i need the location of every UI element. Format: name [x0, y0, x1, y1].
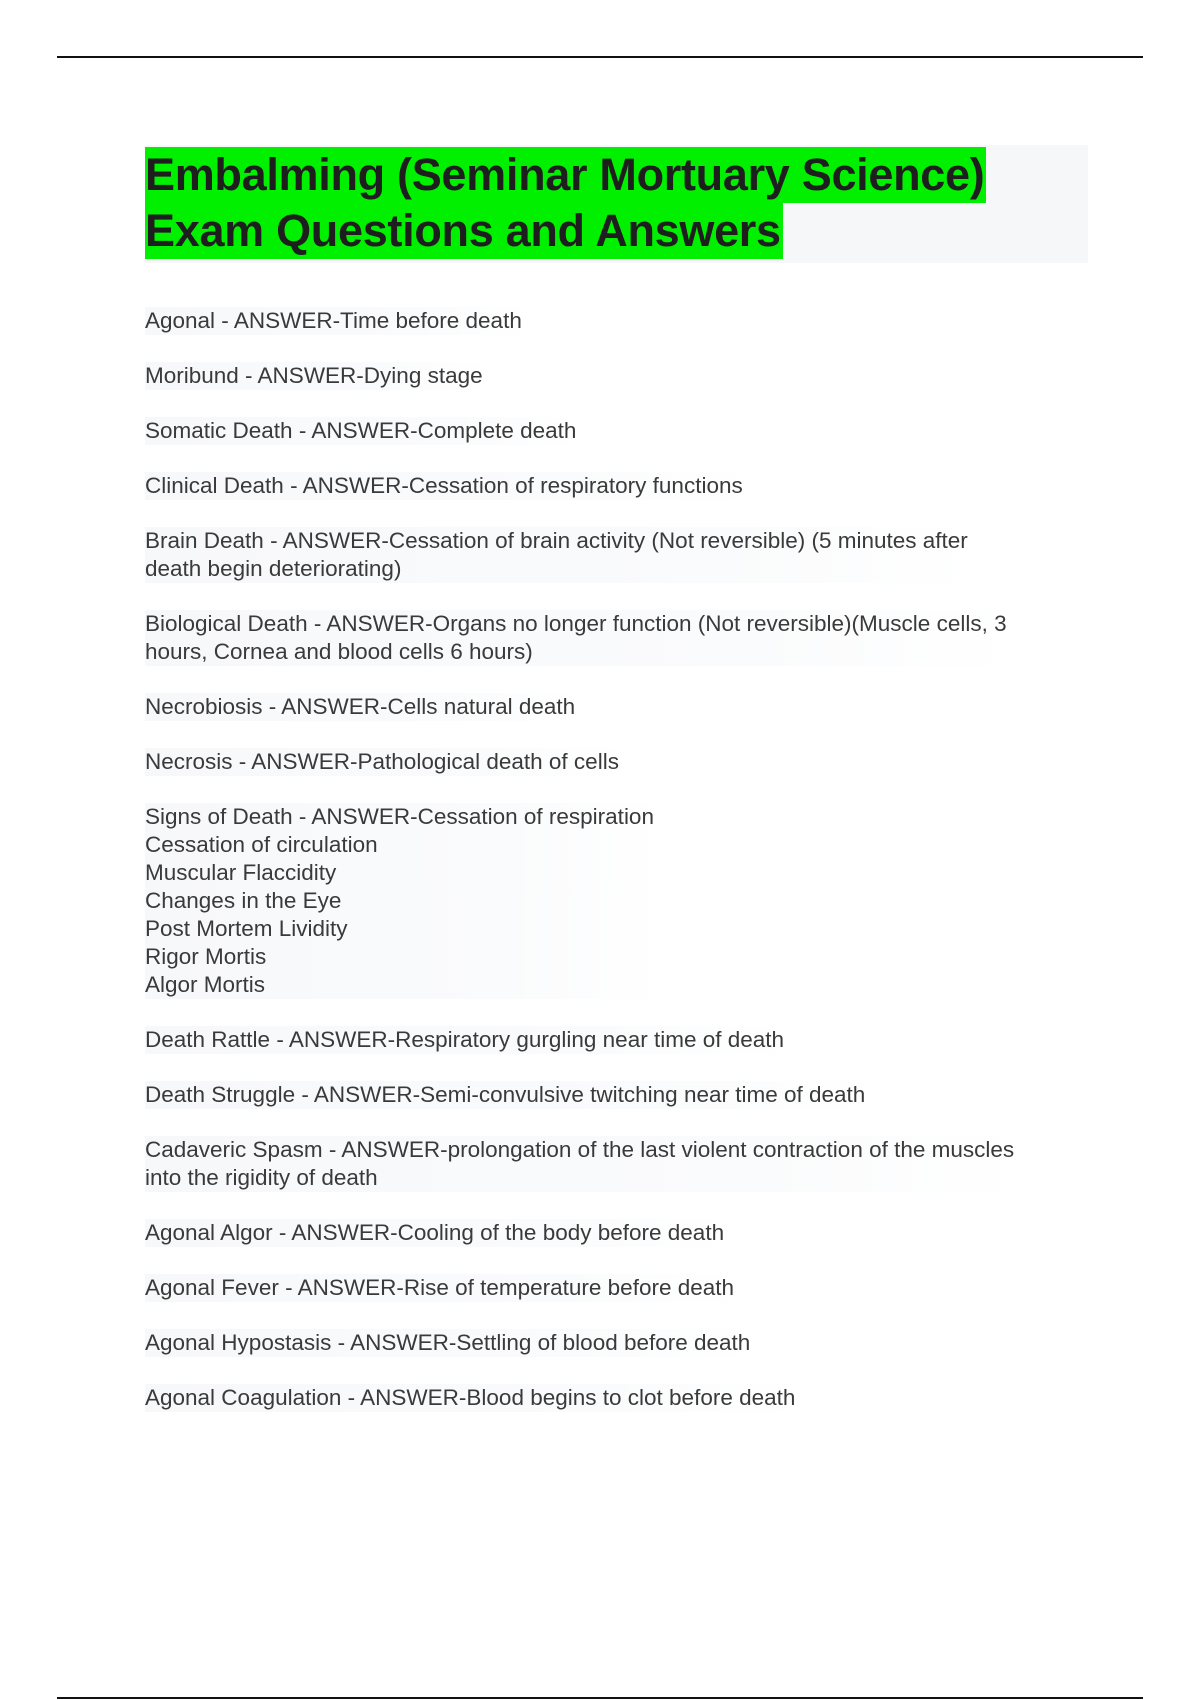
qa-item: Agonal Algor - ANSWER-Cooling of the body before death	[145, 1219, 732, 1247]
qa-item: Death Struggle - ANSWER-Semi-convulsive twitching near time of death	[145, 1081, 873, 1109]
qa-item: Agonal - ANSWER-Time before death	[145, 307, 530, 335]
qa-list	[145, 307, 1090, 1412]
qa-item: Biological Death - ANSWER-Organs no longer function (Not reversible)(Muscle cells, 3 hours, Cornea and blood cells 6 hours)	[145, 610, 1015, 666]
top-rule	[57, 56, 1143, 58]
qa-item: Agonal Coagulation - ANSWER-Blood begins to clot before death	[145, 1384, 803, 1412]
title-line-2	[145, 203, 783, 259]
title-text-1: Embalming (Seminar Mortuary Science)	[145, 147, 986, 203]
qa-item: Necrobiosis - ANSWER-Cells natural death	[145, 693, 583, 721]
document-body	[145, 145, 1090, 1439]
qa-item: Signs of Death - ANSWER-Cessation of respiration Cessation of circulation Muscular Flaccidity Changes in the Eye Post Mortem Lividity Rigor Mortis Algor Mortis	[145, 803, 662, 999]
qa-item: Moribund - ANSWER-Dying stage	[145, 362, 491, 390]
qa-item: Agonal Hypostasis - ANSWER-Settling of blood before death	[145, 1329, 758, 1357]
document-title	[145, 145, 1088, 263]
title-line-1	[145, 147, 986, 203]
qa-item: Clinical Death - ANSWER-Cessation of respiratory functions	[145, 472, 751, 500]
qa-item: Death Rattle - ANSWER-Respiratory gurgling near time of death	[145, 1026, 792, 1054]
bottom-rule	[57, 1697, 1143, 1699]
qa-item: Brain Death - ANSWER-Cessation of brain activity (Not reversible) (5 minutes after death begin deteriorating)	[145, 527, 976, 583]
qa-item: Agonal Fever - ANSWER-Rise of temperature before death	[145, 1274, 742, 1302]
qa-item: Cadaveric Spasm - ANSWER-prolongation of the last violent contraction of the muscles into the rigidity of death	[145, 1136, 1022, 1192]
qa-item: Somatic Death - ANSWER-Complete death	[145, 417, 584, 445]
qa-item: Necrosis - ANSWER-Pathological death of cells	[145, 748, 627, 776]
title-text-2: Exam Questions and Answers	[145, 203, 783, 259]
